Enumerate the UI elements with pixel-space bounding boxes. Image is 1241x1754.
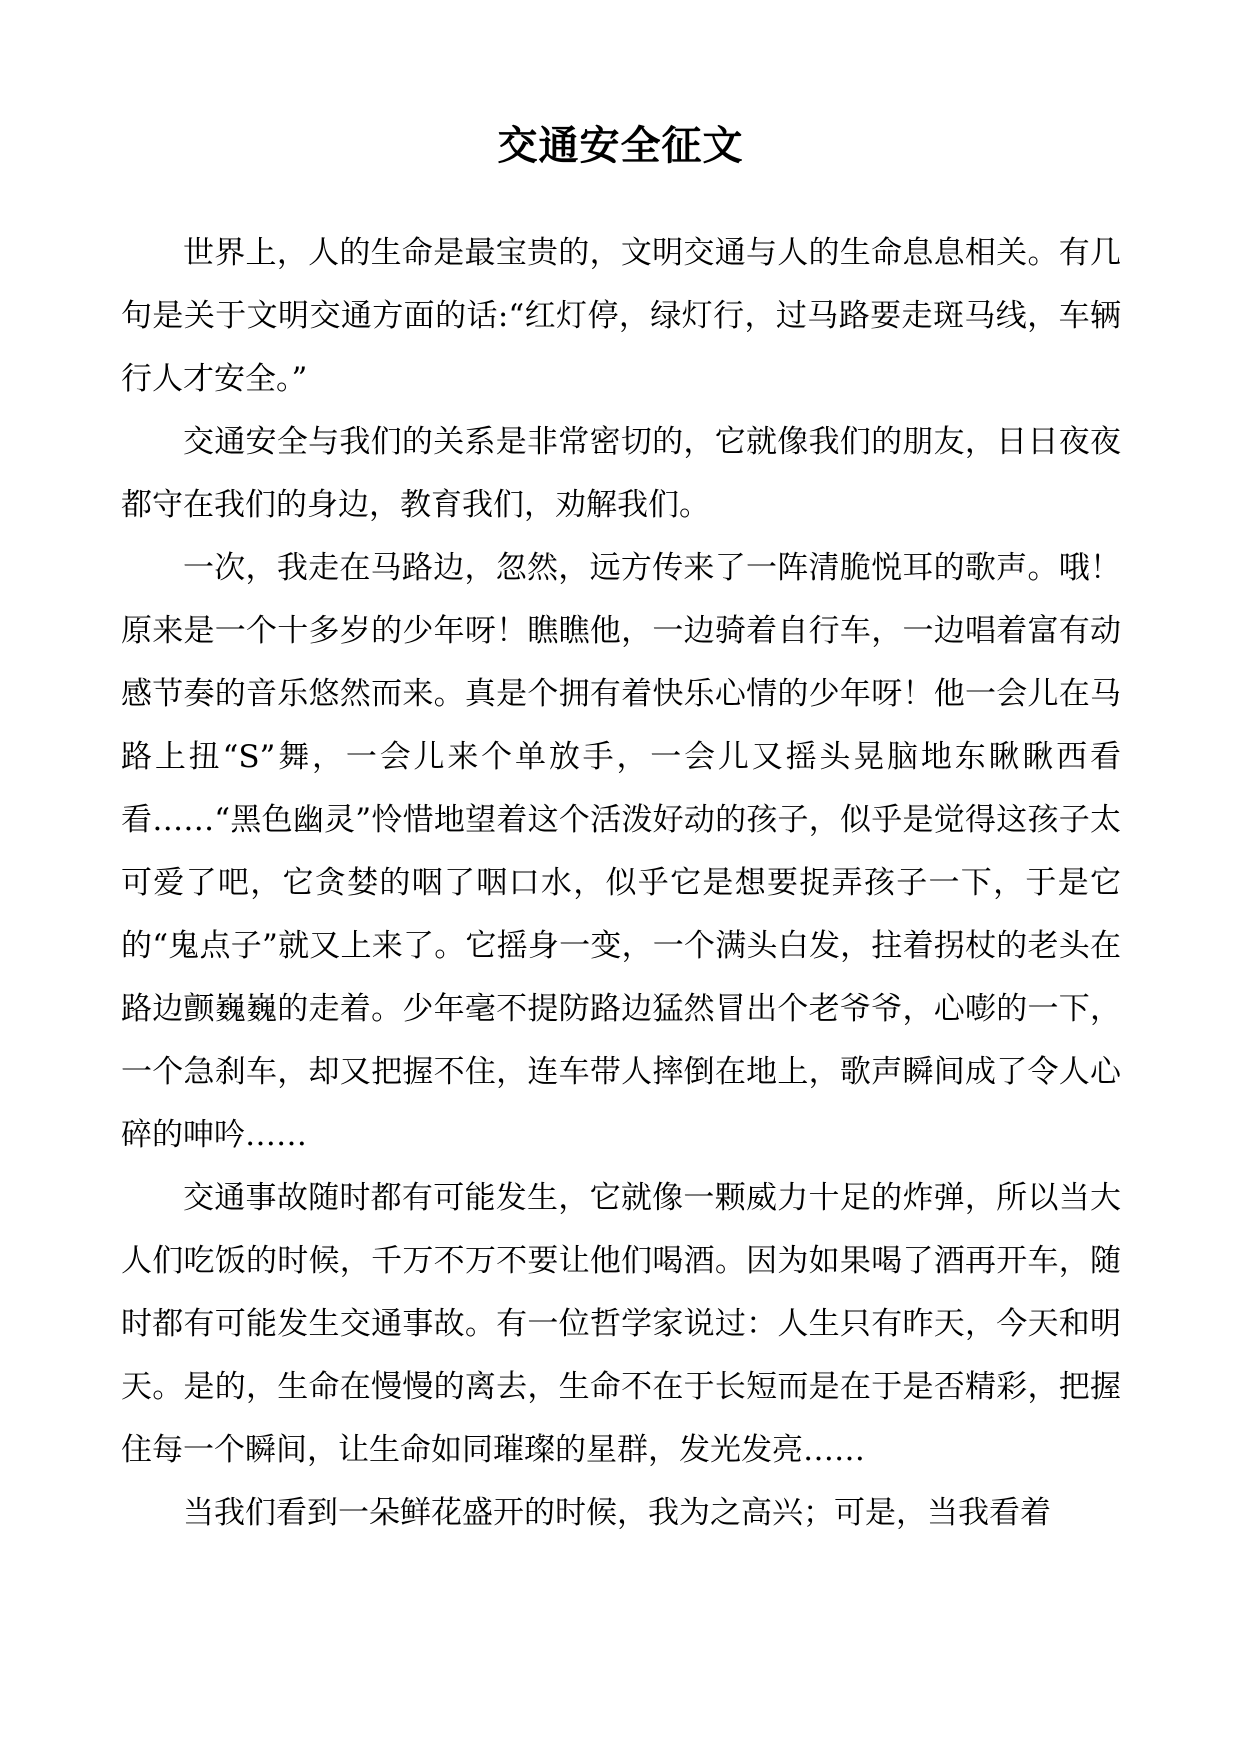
paragraph-3: 一次，我走在马路边，忽然，远方传来了一阵清脆悦耳的歌声。哦！原来是一个十多岁的少年呀！瞧瞧他，一边骑着自行车，一边唱着富有动感节奏的音乐悠然而来。真是个拥有着快乐心情的少年呀！他一会儿在马路上扭“S”舞，一会儿来个单放手，一会儿又摇头晃脑地东瞅瞅西看看……“黑色幽灵”怜惜地望着这个活泼好动的孩子，似乎是觉得这孩子太可爱了吧，它贪婪的咽了咽口水，似乎它是想要捉弄孩子一下，于是它的“鬼点子”就又上来了。它摇身一变，一个满头白发，拄着拐杖的老头在路边颤巍巍的走着。少年毫不提防路边猛然冒出个老爷爷，心嘭的一下，一个急刹车，却又把握不住，连车带人摔倒在地上，歌声瞬间成了令人心碎的呻吟…… (121, 550, 1121, 1153)
paragraph-2: 交通安全与我们的关系是非常密切的，它就像我们的朋友，日日夜夜都守在我们的身边，教育我们，劝解我们。 (121, 424, 1121, 523)
document-body (121, 222, 1121, 1545)
paragraph-5: 当我们看到一朵鲜花盛开的时候，我为之高兴；可是，当我看着 (183, 1495, 1051, 1531)
paragraph-4: 交通事故随时都有可能发生，它就像一颗威力十足的炸弹，所以当大人们吃饭的时候，千万不万不要让他们喝酒。因为如果喝了酒再开车，随时都有可能发生交通事故。有一位哲学家说过：人生只有昨天，今天和明天。是的，生命在慢慢的离去，生命不在于长短而是在于是否精彩，把握住每一个瞬间，让生命如同璀璨的星群，发光发亮…… (121, 1180, 1121, 1468)
document-title: 交通安全征文 (497, 123, 744, 169)
paragraph-1: 世界上，人的生命是最宝贵的，文明交通与人的生命息息相关。有几句是关于文明交通方面的话:“红灯停，绿灯行，过马路要走斑马线，车辆行人才安全。” (121, 235, 1121, 397)
